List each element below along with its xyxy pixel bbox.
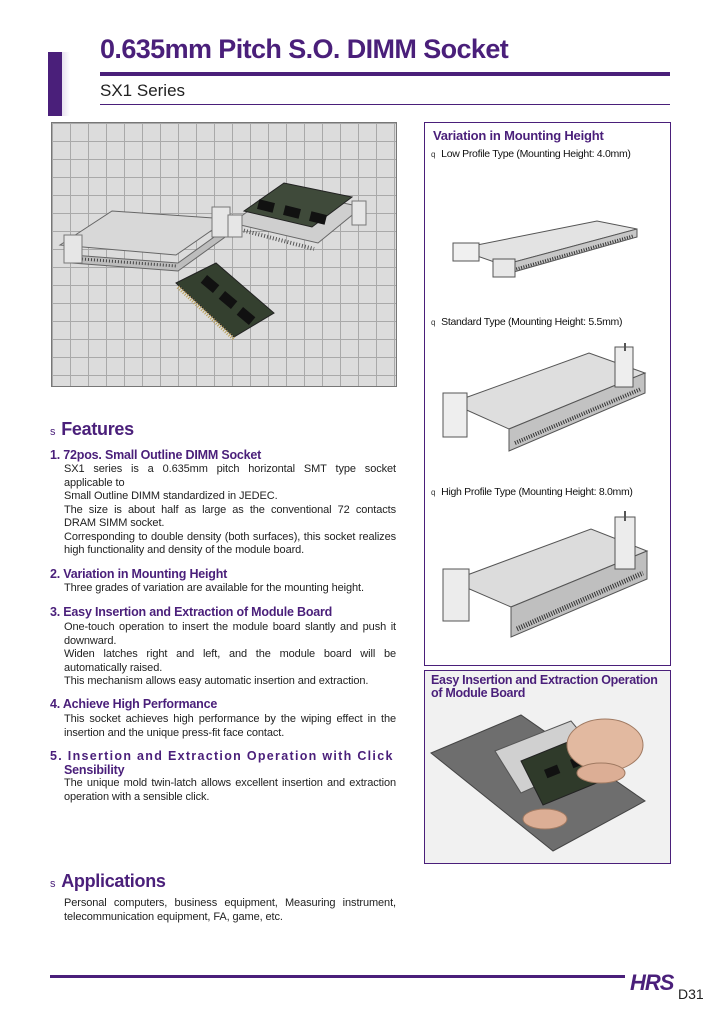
subtitle-rule <box>100 104 670 105</box>
variation-item-label: Low Profile Type (Mounting Height: 4.0mm) <box>441 148 631 160</box>
bullet-icon: q <box>431 318 436 327</box>
variation-item-label: High Profile Type (Mounting Height: 8.0mm) <box>441 486 633 498</box>
section-bullet-icon: s <box>50 878 56 890</box>
easy-insertion-title: Easy Insertion and Extraction Operation of Module Board <box>431 673 658 700</box>
feature-line: applicable to <box>64 476 125 489</box>
standard-socket-image <box>439 343 659 473</box>
product-photo <box>51 122 397 387</box>
feature-body-1 <box>64 463 396 558</box>
feature-line: This mechanism allows easy automatic insertion and extraction. <box>64 675 369 687</box>
section-bullet-icon: s <box>50 426 56 438</box>
feature-title-4: 4. Achieve High Performance <box>50 697 218 711</box>
applications-line: Personal computers, business equipment, Measuring instrument, <box>64 897 396 909</box>
feature-line: Widen latches right and left, and the module board will be <box>64 648 396 660</box>
series-subtitle: SX1 Series <box>100 81 186 100</box>
feature-title-5-cont: Sensibility <box>64 763 125 777</box>
variation-item-standard <box>431 316 622 328</box>
feature-line: high functionality and density of the module board. <box>64 544 305 556</box>
features-heading-label: Features <box>61 419 134 439</box>
bullet-icon: q <box>431 150 436 159</box>
features-heading <box>50 419 134 440</box>
socket-left-image <box>60 207 230 271</box>
variation-item-label: Standard Type (Mounting Height: 5.5mm) <box>441 316 623 328</box>
applications-line: telecommunication equipment, FA, game, etc. <box>64 910 283 923</box>
title-rule <box>100 72 670 76</box>
feature-body-5 <box>64 777 396 804</box>
variation-item-low <box>431 148 631 160</box>
feature-line: The unique mold twin-latch allows excellent insertion and extraction <box>64 777 396 789</box>
feature-body-4 <box>64 713 396 740</box>
hrs-logo: HRS <box>630 970 674 995</box>
bullet-icon: q <box>431 488 436 497</box>
easy-insertion-panel <box>424 670 671 864</box>
feature-line: operation with a sensible click. <box>64 790 210 803</box>
feature-line: DRAM SIMM socket. <box>64 517 165 529</box>
feature-title-1: 1. 72pos. Small Outline DIMM Socket <box>50 448 262 462</box>
page-title: 0.635mm Pitch S.O. DIMM Socket <box>100 34 509 64</box>
feature-line: downward. <box>64 634 117 647</box>
socket-right-image <box>228 183 366 249</box>
feature-body-2 <box>64 582 396 596</box>
applications-body <box>64 897 396 924</box>
memory-module-image <box>176 263 274 339</box>
page-number: D31 <box>678 986 704 1002</box>
applications-heading <box>50 871 166 892</box>
variation-item-high <box>431 486 633 498</box>
low-profile-socket-image <box>447 215 647 295</box>
insertion-photo-illustration <box>425 701 670 863</box>
feature-title-5: 5. Insertion and Extraction Operation with Click <box>50 749 394 763</box>
feature-line: Small Outline DIMM standardized in JEDEC. <box>64 490 278 502</box>
feature-line: One-touch operation to insert the module board slantly and push it <box>64 621 396 633</box>
feature-title-2: 2. Variation in Mounting Height <box>50 567 228 581</box>
feature-body-3 <box>64 621 396 689</box>
feature-title-3: 3. Easy Insertion and Extraction of Module Board <box>50 605 333 619</box>
feature-line: Three grades of variation are available for the mounting height. <box>64 582 364 594</box>
feature-line: automatically raised. <box>64 661 163 674</box>
variation-title: Variation in Mounting Height <box>433 128 604 143</box>
applications-heading-label: Applications <box>61 871 166 891</box>
product-photo-illustration <box>52 123 396 386</box>
feature-line: insertion and the unique press-fit face contact. <box>64 726 285 739</box>
feature-line: Corresponding to double density (both surfaces), this socket realizes <box>64 530 396 543</box>
variation-panel <box>424 122 671 666</box>
feature-line: The size is about half as large as the conventional 72 contacts <box>64 503 396 516</box>
feature-line: This socket achieves high performance by the wiping effect in the <box>64 713 396 725</box>
high-profile-socket-image <box>439 511 663 651</box>
header-tab-cap <box>48 36 82 52</box>
feature-line: SX1 series is a 0.635mm pitch horizontal SMT type socket <box>64 463 396 475</box>
footer-rule <box>50 975 625 978</box>
